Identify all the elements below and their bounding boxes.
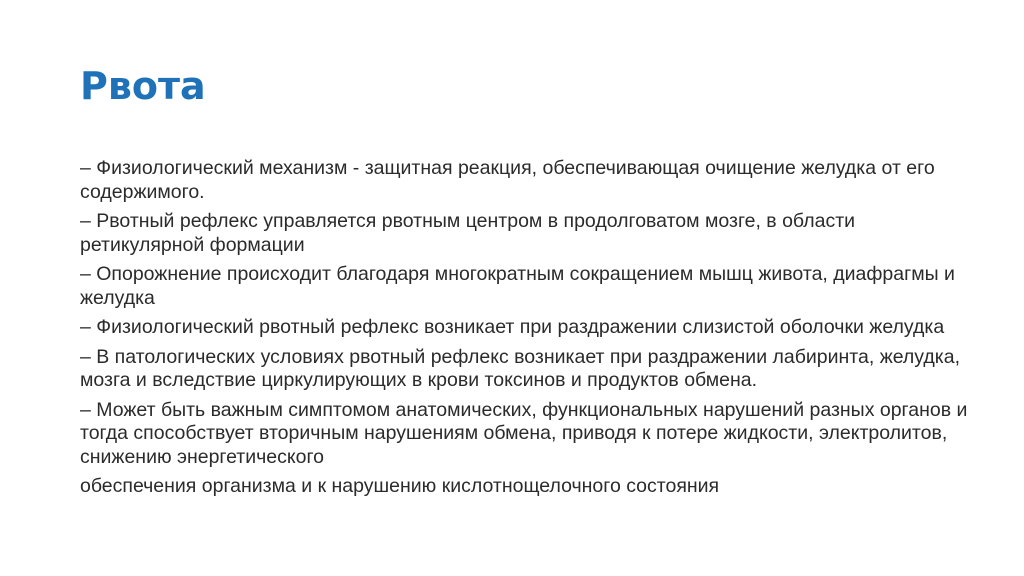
paragraph-vomiting-center: – Рвотный рефлекс управляется рвотным центром в продолговатом мозге, в области ретикулярной формации	[80, 210, 856, 256]
paragraph-physiological-reflex: – Физиологический рвотный рефлекс возникает при раздражении слизистой оболочки желудка	[80, 316, 945, 338]
slide-title: Рвота	[80, 64, 206, 108]
paragraph-important-symptom: – Может быть важным симптомом анатомических, функциональных нарушений разных органов и тогда способствует вторичным нарушениям обмена, приводя к потере жидкости, электролитов, снижению энергетического	[80, 398, 968, 468]
paragraph-continuation: обеспечения организма и к нарушению кислотнощелочного состояния	[80, 475, 720, 497]
slide-body	[80, 157, 980, 499]
paragraph-pathological-conditions: – В патологических условиях рвотный рефлекс возникает при раздражении лабиринта, желудка, мозга и вследствие циркулирующих в крови токсинов и продуктов обмена.	[80, 345, 961, 391]
paragraph-emptying: – Опорожнение происходит благодаря многократным сокращением мышц живота, диафрагмы и желудка	[80, 263, 955, 309]
paragraph-physiological-mechanism: – Физиологический механизм - защитная реакция, обеспечивающая очищение желудка от его содержимого.	[80, 157, 935, 203]
